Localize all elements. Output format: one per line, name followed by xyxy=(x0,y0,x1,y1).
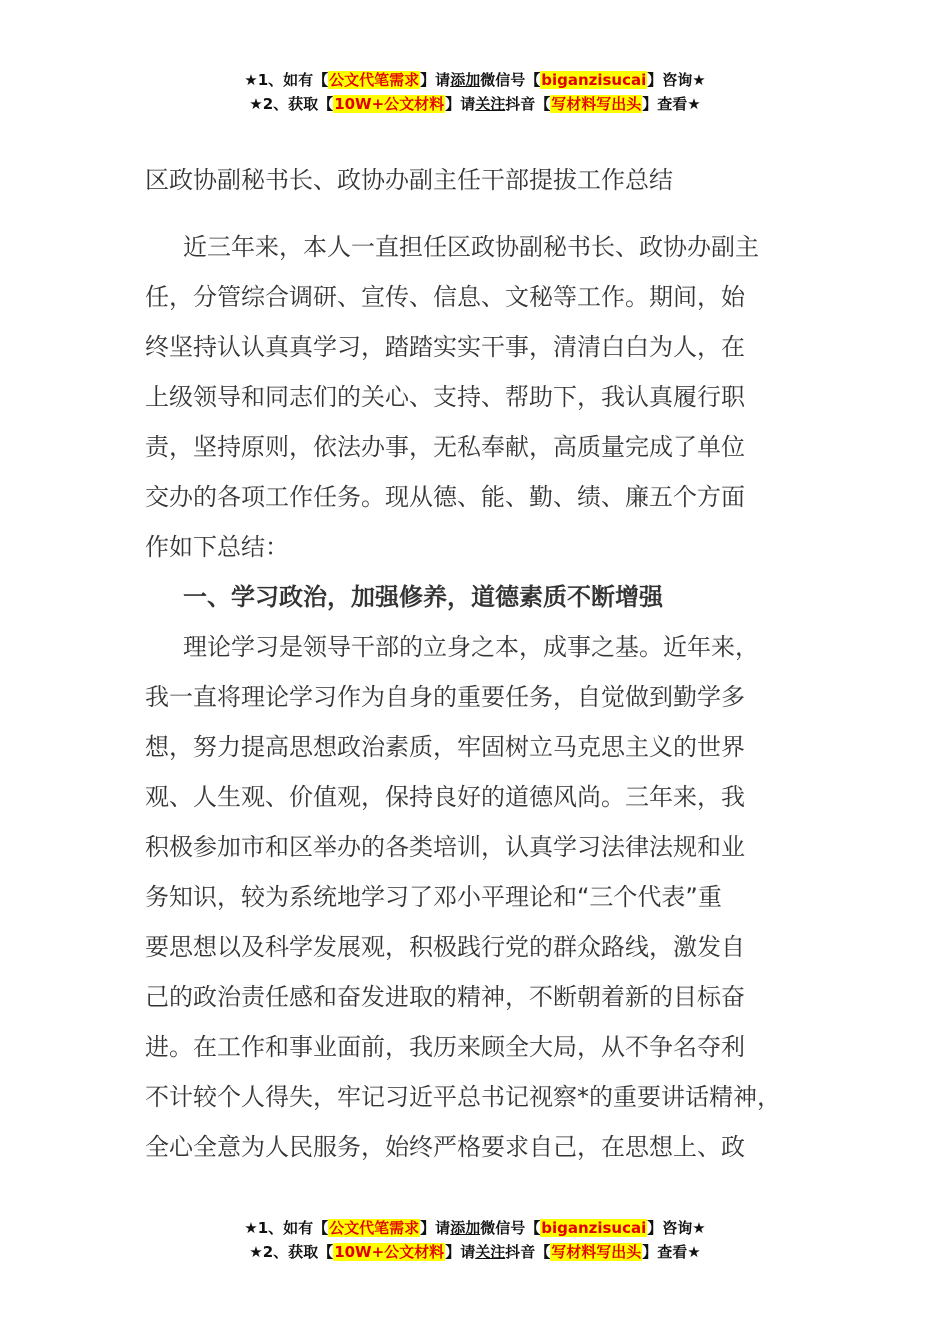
paragraph-line: 作如下总结： xyxy=(145,533,289,561)
header-banner xyxy=(0,68,950,116)
banner-text: 】咨询★ xyxy=(647,71,706,89)
paragraph-line: 理论学习是领导干部的立身之本，成事之基。近年来， xyxy=(183,633,759,661)
paragraph-line: 务知识，较为系统地学习了邓小平理论和“三个代表”重 xyxy=(145,883,722,911)
document-title: 区政协副秘书长、政协办副主任干部提拔工作总结 xyxy=(145,166,673,194)
highlight-wechat-id: biganzisucai xyxy=(541,71,647,89)
paragraph-line: 要思想以及科学发展观，积极践行党的群众路线，激发自 xyxy=(145,933,745,961)
paragraph-line: 交办的各项工作任务。现从德、能、勤、绩、廉五个方面 xyxy=(145,483,745,511)
paragraph-line: 想，努力提高思想政治素质，牢固树立马克思主义的世界 xyxy=(145,733,745,761)
banner-text: 】请 xyxy=(445,95,476,113)
banner-add-word: 添加 xyxy=(450,1219,481,1237)
banner-text: ★2、获取【 xyxy=(249,1243,334,1261)
paragraph-line: 全心全意为人民服务，始终严格要求自己，在思想上、政 xyxy=(145,1133,745,1161)
paragraph-intro xyxy=(145,222,825,572)
paragraph-line: 责，坚持原则，依法办事，无私奉献，高质量完成了单位 xyxy=(145,433,745,461)
paragraph-line: 近三年来，本人一直担任区政协副秘书长、政协办副主 xyxy=(183,233,759,261)
banner-line-1 xyxy=(0,1216,950,1240)
paragraph-line: 终坚持认认真真学习，踏踏实实干事，清清白白为人，在 xyxy=(145,333,745,361)
banner-text: 】咨询★ xyxy=(647,1219,706,1237)
banner-line-2 xyxy=(0,1240,950,1264)
banner-text: 】查看★ xyxy=(642,1243,701,1261)
paragraph-line: 我一直将理论学习作为自身的重要任务，自觉做到勤学多 xyxy=(145,683,745,711)
highlight-need: 公文代笔需求 xyxy=(329,1219,420,1237)
banner-text: ★1、如有【 xyxy=(244,71,329,89)
highlight-douyin-account: 写材料写出头 xyxy=(551,95,642,113)
banner-line-2 xyxy=(0,92,950,116)
banner-text: 抖音【 xyxy=(505,1243,551,1261)
banner-text: 微信号【 xyxy=(480,1219,541,1237)
highlight-materials: 10W+公文材料 xyxy=(334,95,445,113)
banner-text: 】查看★ xyxy=(642,95,701,113)
paragraph-line: 己的政治责任感和奋发进取的精神，不断朝着新的目标奋 xyxy=(145,983,745,1011)
paragraph-line: 不计较个人得失，牢记习近平总书记视察*的重要讲话精神， xyxy=(145,1083,781,1111)
banner-text: 抖音【 xyxy=(505,95,551,113)
banner-text: ★2、获取【 xyxy=(249,95,334,113)
highlight-materials: 10W+公文材料 xyxy=(334,1243,445,1261)
banner-add-word: 添加 xyxy=(450,71,481,89)
highlight-douyin-account: 写材料写出头 xyxy=(551,1243,642,1261)
paragraph-line: 进。在工作和事业面前，我历来顾全大局，从不争名夺利 xyxy=(145,1033,745,1061)
banner-follow-word: 关注 xyxy=(475,1243,506,1261)
banner-text: ★1、如有【 xyxy=(244,1219,329,1237)
highlight-wechat-id: biganzisucai xyxy=(541,1219,647,1237)
banner-line-1 xyxy=(0,68,950,92)
paragraph-line: 积极参加市和区举办的各类培训，认真学习法律法规和业 xyxy=(145,833,745,861)
section-heading-1: 一、学习政治，加强修养，道德素质不断增强 xyxy=(183,583,663,611)
banner-text: 】请 xyxy=(420,71,451,89)
banner-text: 】请 xyxy=(420,1219,451,1237)
paragraph-section-1 xyxy=(145,622,825,1172)
paragraph-line: 观、人生观、价值观，保持良好的道德风尚。三年来，我 xyxy=(145,783,745,811)
banner-follow-word: 关注 xyxy=(475,95,506,113)
highlight-need: 公文代笔需求 xyxy=(329,71,420,89)
footer-banner xyxy=(0,1216,950,1264)
paragraph-line: 任，分管综合调研、宣传、信息、文秘等工作。期间，始 xyxy=(145,283,745,311)
banner-text: 微信号【 xyxy=(480,71,541,89)
paragraph-line: 上级领导和同志们的关心、支持、帮助下，我认真履行职 xyxy=(145,383,745,411)
banner-text: 】请 xyxy=(445,1243,476,1261)
